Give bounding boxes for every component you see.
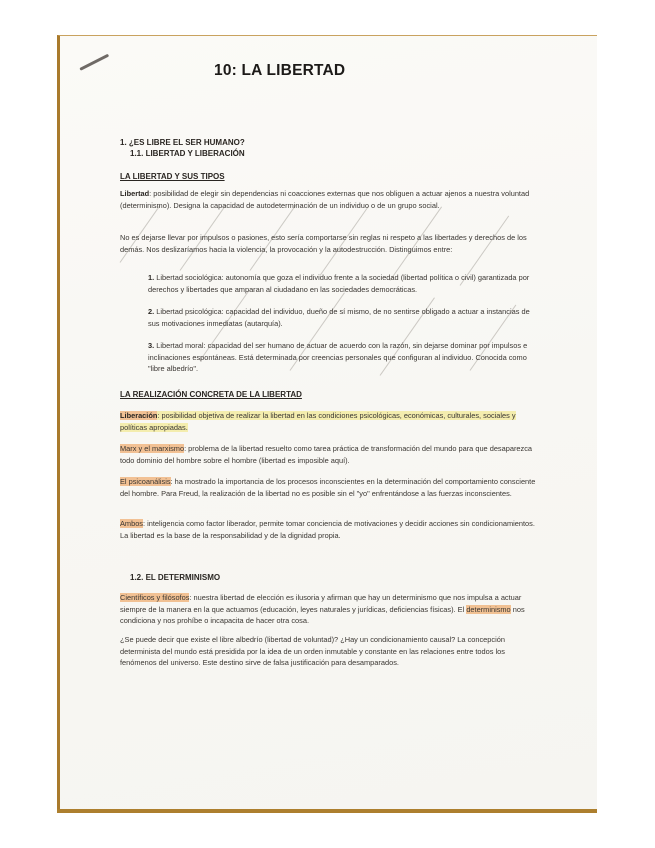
paragraph-cientificos: Científicos y filósofos: nuestra libertad de elección es ilusoria y afirman que hay un determinismo que nos impulsa a actuar siempre de la manera en la que actuamos (educación, leyes naturales y jurídicas, deficiencias físicas). El determinismo nos condiciona y nos prohíbe o incapacita de hacer otra cosa. — [120, 593, 525, 625]
term-cientificos: Científicos y filósofos — [120, 593, 190, 602]
section-heading-tipos: LA LIBERTAD Y SUS TIPOS — [120, 172, 225, 181]
subsection-heading-determinismo: 1.2. EL DETERMINISMO — [130, 573, 221, 582]
page-bottom-edge — [57, 809, 597, 813]
term-ambos: Ambos — [120, 519, 144, 528]
paragraph-pregunta: ¿Se puede decir que existe el libre albedrío (libertad de voluntad)? ¿Hay un condicionamiento causal? La concepción determinista del mundo está presidida por la idea de un orden inmutable y constante en las relaciones entre todos los fenómenos del universo. Este destino sirve de falsa justificación para desamparados. — [120, 635, 505, 667]
paragraph-liberacion: Liberación: posibilidad objetiva de realizar la libertad en las condiciones psicológicas, económicas, culturales, sociales y políticas apropiadas. — [120, 411, 516, 432]
paragraph-marx: Marx y el marxismo: problema de la libertad resuelto como tarea práctica de transformación del mundo para que desaparezca todo dominio del hombre sobre el hombre (libertad es imposible aquí). — [120, 444, 533, 465]
section-heading: 1. ¿ES LIBRE EL SER HUMANO? — [120, 138, 245, 147]
term-marx: Marx y el marxismo — [120, 444, 185, 453]
section-heading-realizacion: LA REALIZACIÓN CONCRETA DE LA LIBERTAD — [120, 390, 302, 399]
paragraph-no-es: No es dejarse llevar por impulsos o pasiones, esto sería comportarse sin reglas ni respeto a las libertades y derechos de los demás. Nos deslizaríamos hacia la violencia, la provocación y la autodestrucción. Distinguimos entre: — [120, 233, 527, 254]
subsection-heading: 1.1. LIBERTAD Y LIBERACIÓN — [130, 149, 245, 158]
list-item-tipo-1: 1. Libertad sociológica: autonomía que goza el individuo frente a la sociedad (libertad política o civil) garantizada por derechos y libertades que amparan al ciudadano en las sociedades democráticas. — [148, 273, 530, 294]
paragraph-libertad: Libertad: posibilidad de elegir sin dependencias ni coacciones externas que nos obliguen a actuar ajenos a nuestra voluntad (determinismo). Designa la capacidad de autodeterminación de un individuo o de un grupo social. — [120, 189, 530, 210]
list-item-tipo-3: 3. Libertad moral: capacidad del ser humano de actuar de acuerdo con la razón, sin dejarse dominar por impulsos e inclinaciones espontáneas. Está determinada por creencias personales que configuran al individuo. Conocida como "libre albedrío". — [148, 341, 528, 373]
paragraph-psicoanalisis: El psicoanálisis: ha mostrado la importancia de los procesos inconscientes en la determinación del comportamiento consciente del hombre. Para Freud, la realización de la libertad no es posible sin el "yo" enfrentándose a las fuerzas inconscientes. — [120, 477, 536, 498]
term-psicoanalisis: El psicoanálisis — [120, 477, 171, 486]
term-libertad: Libertad — [120, 189, 150, 198]
paragraph-ambos: Ambos: inteligencia como factor liberador, permite tomar conciencia de motivaciones y decidir acciones sin condicionamientos. La libertad es la base de la responsabilidad y de la dignidad propia. — [120, 519, 535, 540]
term-liberacion: Liberación — [120, 411, 158, 420]
list-item-tipo-2: 2. Libertad psicológica: capacidad del individuo, dueño de sí mismo, de no sentirse obligado a actuar a instancias de sus motivaciones inmediatas (autarquía). — [148, 307, 530, 328]
page-title: 10: LA LIBERTAD — [214, 62, 346, 79]
term-determinismo: determinismo — [466, 604, 511, 614]
